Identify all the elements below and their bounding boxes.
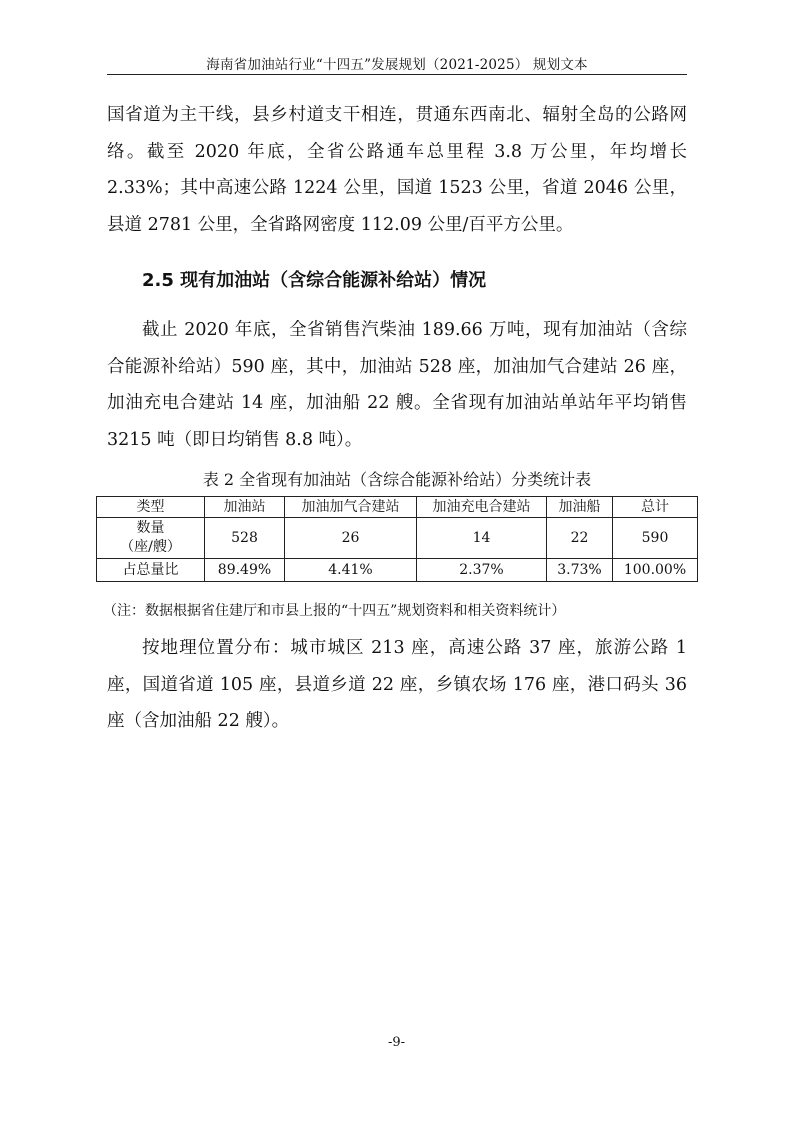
section-paragraph: 截止 2020 年底，全省销售汽柴油 189.66 万吨，现有加油站（含综合能源补给站）590 座，其中，加油站 528 座，加油加气合建站 26 座，加油充电合建站 14 座，加油船 22 艘。全省现有加油站单站年平均销售 3215 吨（即日均销售 8.8 吨）。 [107, 320, 687, 450]
row-label-count-line2: （座/艘） [120, 539, 181, 555]
station-stats-table [96, 496, 698, 582]
header-cell-gas-charging-station: 加油充电合建站 [417, 497, 547, 518]
header-cell-fuel-boat: 加油船 [547, 497, 613, 518]
ratio-cell: 2.37% [417, 559, 547, 582]
intro-paragraph: 国省道为主干线，县乡村道支干相连，贯通东西南北、辐射全岛的公路网络。截至 2020 年底，全省公路通车总里程 3.8 万公里，年均增长 2.33%；其中高速公路 1224 公里，国道 1523 公里，省道 2046 公里，县道 2781 公里，全省路网密度 112.09 公里/百平方公里。 [107, 105, 687, 235]
ratio-cell: 3.73% [547, 559, 613, 582]
ratio-cell: 100.00% [613, 559, 698, 582]
count-cell: 590 [613, 518, 698, 559]
header-rule [107, 74, 687, 75]
table-caption: 表 2 全省现有加油站（含综合能源补给站）分类统计表 [202, 470, 592, 489]
count-cell: 22 [547, 518, 613, 559]
count-cell: 14 [417, 518, 547, 559]
row-label-ratio: 占总量比 [97, 559, 205, 582]
section-heading: 2.5 现有加油站（含综合能源补给站）情况 [142, 270, 487, 291]
count-cell: 528 [205, 518, 285, 559]
table-note: （注：数据根据省住建厅和市县上报的“十四五”规划资料和相关资料统计） [103, 603, 566, 619]
ratio-cell: 89.49% [205, 559, 285, 582]
header-cell-type: 类型 [97, 497, 205, 518]
page-number: -9- [387, 1035, 406, 1050]
header-cell-gas-lng-station: 加油加气合建站 [285, 497, 417, 518]
row-label-count-line1: 数量 [136, 520, 165, 536]
page-header: 海南省加油站行业“十四五”发展规划（2021-2025） 规划文本 [206, 57, 588, 73]
row-label-count [97, 518, 205, 559]
table-row-count [97, 518, 698, 559]
count-cell: 26 [285, 518, 417, 559]
table-header-row [97, 497, 698, 518]
distribution-paragraph: 按地理位置分布：城市城区 213 座，高速公路 37 座，旅游公路 1 座，国道省道 105 座，县道乡道 22 座，乡镇农场 176 座，港口码头 36 座（含加油船 22 艘）。 [107, 638, 687, 731]
header-cell-total: 总计 [613, 497, 698, 518]
ratio-cell: 4.41% [285, 559, 417, 582]
table-row-ratio [97, 559, 698, 582]
header-cell-gas-station: 加油站 [205, 497, 285, 518]
